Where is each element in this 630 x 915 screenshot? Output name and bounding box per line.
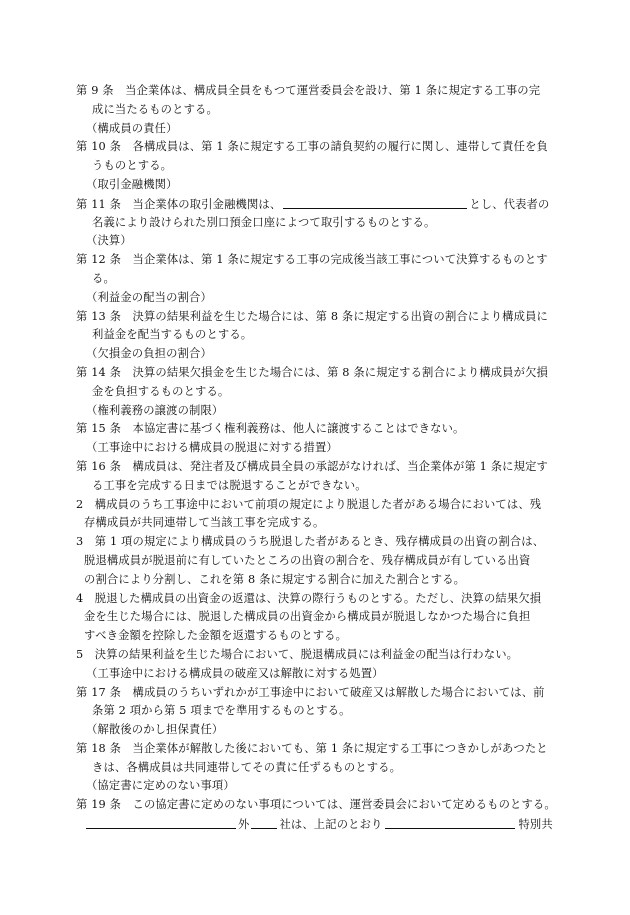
article-17-line-1: 第 17 条 構成員のうちいずれかが工事途中において破産又は解散した場合においては、前	[76, 685, 545, 699]
article-16-para-2-line-1: 2 構成員のうち工事途中において前項の規定により脱退した者がある場合においては、残	[76, 497, 542, 511]
article-10-line-2: うものとする。	[92, 159, 173, 173]
article-9-line-1: 第 9 条 当企業体は、構成員全員をもつて運営委員会を設け、第 1 条に規定する工事の完	[76, 84, 541, 97]
article-10-heading: （構成員の責任）	[86, 121, 178, 135]
article-18-heading: （解散後のかし担保責任）	[86, 723, 224, 737]
article-14-line-2: 金を負担するものとする。	[92, 384, 230, 398]
article-18-line-1: 第 18 条 当企業体が解散した後においても、第 1 条に規定する工事につきかしがあつたと	[76, 741, 548, 755]
article-16-line-1: 第 16 条 構成員は、発注者及び構成員全員の承認がなければ、当企業体が第 1 条に規定す	[76, 459, 548, 473]
article-11-heading: （取引金融機関）	[86, 177, 178, 191]
closing-text-1: 外	[238, 818, 250, 832]
article-11-text-a: 第 11 条 当企業体の取引金融機関は、	[76, 197, 282, 211]
article-10-line-1: 第 10 条 各構成員は、第 1 条に規定する工事の請負契約の履行に関し、連帯して責任を負	[76, 140, 548, 154]
article-16-para-5-line-1: 5 決算の結果利益を生じた場合において、脱退構成員には利益金の配当は行わない。	[76, 647, 519, 661]
article-19-heading: （協定書に定めのない事項）	[86, 779, 235, 793]
article-16-para-3-line-2: 脱退構成員が脱退前に有していたところの出資の割合を、残存構成員が有している出資	[84, 553, 531, 567]
article-12-line-1: 第 12 条 当企業体は、第 1 条に規定する工事の完成後当該工事について決算するものとす	[76, 253, 548, 267]
article-12-line-2: る。	[92, 271, 115, 285]
article-19-line-1: 第 19 条 この協定書に定めのない事項については、運営委員会において定めるものとする。	[76, 798, 556, 812]
article-12-heading: （決算）	[86, 234, 132, 248]
article-15-line-1: 第 15 条 本協定書に基づく権利義務は、他人に譲渡することはできない。	[76, 422, 465, 436]
company-name-blank	[86, 815, 236, 829]
article-14-heading: （欠損金の負担の割合）	[86, 347, 212, 361]
article-17-line-2: 条第 2 項から第 5 項までを準用するものとする。	[92, 704, 351, 718]
bank-name-blank	[283, 195, 467, 209]
article-16-para-4-line-2: 金を生じた場合には、脱退した構成員の出資金から構成員が脱退しなかつた場合に負担	[84, 610, 531, 624]
article-15-heading: （権利義務の譲渡の制限）	[86, 403, 224, 417]
article-9-line-2: 成に当たるものとする。	[92, 102, 218, 116]
article-11-line-2: 名義により設けられた別口預金口座によつて取引するものとする。	[92, 215, 436, 229]
article-16-para-3-line-1: 3 第 1 項の規定により構成員のうち脱退した者があるとき、残存構成員の出資の割合は、	[76, 535, 545, 549]
closing-text-3: 特別共	[518, 818, 553, 832]
company-count-blank	[251, 815, 277, 829]
article-18-line-2: きは、各構成員は共同連帯してその責に任ずるものとする。	[92, 760, 402, 774]
article-13-heading: （利益金の配当の割合）	[86, 290, 212, 304]
article-16-para-2-line-2: 存構成員が共同連帯して当該工事を完成する。	[84, 516, 325, 530]
article-14-line-1: 第 14 条 決算の結果欠損金を生じた場合には、第 8 条に規定する割合により構成員が欠損	[76, 365, 548, 379]
project-name-blank	[385, 815, 515, 829]
closing-line	[76, 815, 570, 834]
article-16-para-4-line-3: すべき金額を控除した金額を返還するものとする。	[84, 629, 348, 643]
article-17-heading: （工事途中における構成員の破産又は解散に対する処置）	[86, 666, 384, 680]
article-11-text-b: とし、代表者の	[469, 197, 550, 211]
article-16-heading: （工事途中における構成員の脱退に対する措置）	[86, 441, 338, 455]
article-16-para-4-line-1: 4 脱退した構成員の出資金の返還は、決算の際行うものとする。ただし、決算の結果欠損	[76, 591, 542, 605]
article-13-line-1: 第 13 条 決算の結果利益を生じた場合には、第 8 条に規定する出資の割合により構成員に	[76, 309, 548, 323]
article-11-line-1	[76, 195, 570, 214]
article-16-para-3-line-3: の割合により分割し、これを第 8 条に規定する割合に加えた割合とする。	[84, 572, 466, 586]
article-16-line-2: る工事を完成する日までは脱退することができない。	[92, 478, 367, 492]
article-13-line-2: 利益金を配当するものとする。	[92, 328, 253, 342]
closing-text-2: 社は、上記のとおり	[279, 818, 383, 832]
